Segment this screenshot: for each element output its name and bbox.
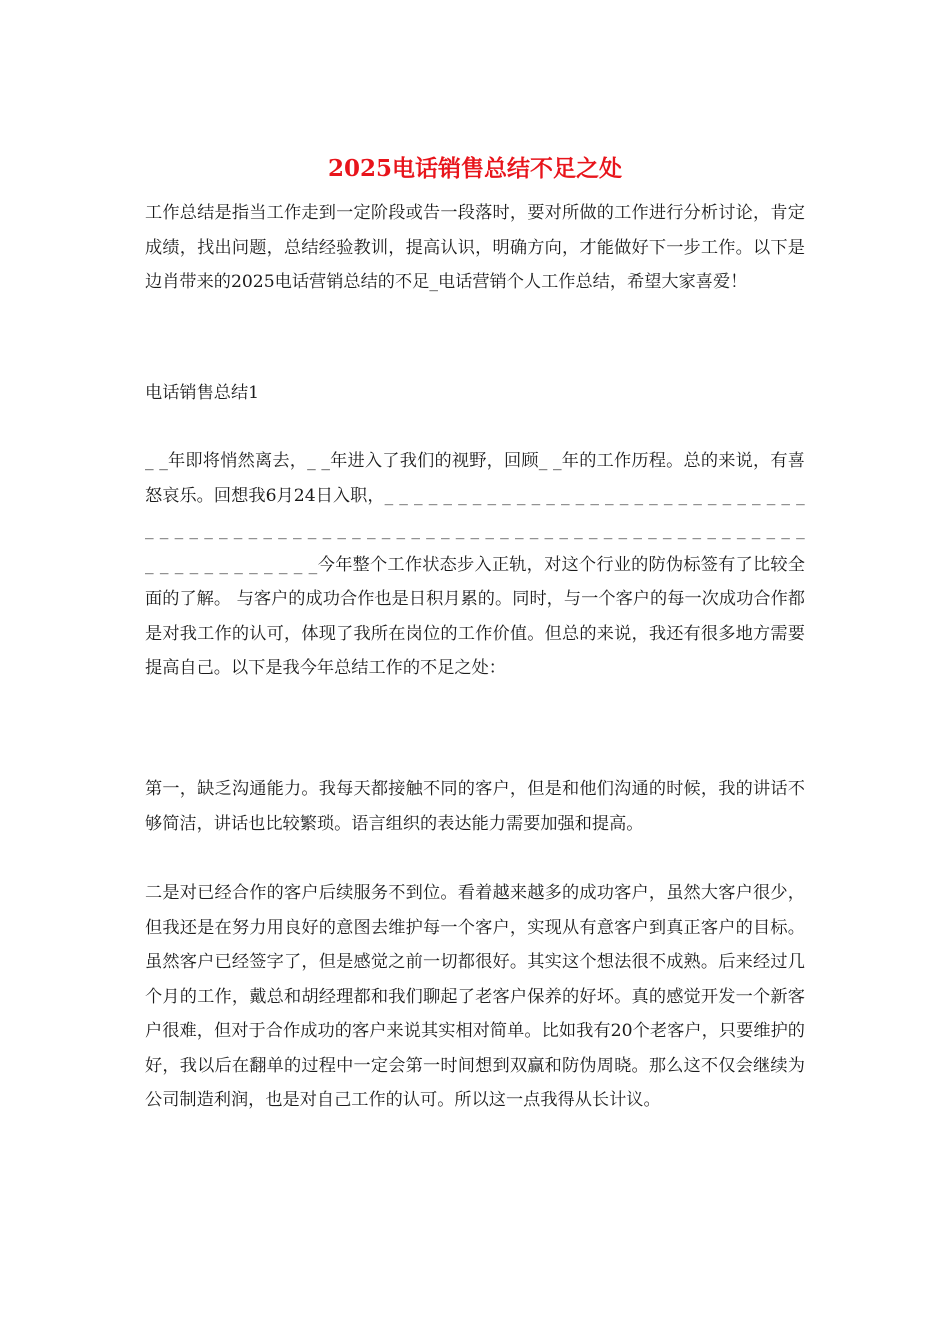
blank-underline-dashes: _ _ _ _ _ _ _ _ _ _ _ _ _ _ _ _ _ _ _ _ _ _ _ _ _ _ _ _ _ _ _ _ _ _ _ _ _ _ _ _ _ _ _ _ _ _ _ _ _ _ _ _ _ _ _ _ _ _ _ _ _ _ _ _ _ _ _ _ _ _ _ _ _ _ _ _ _ _ _ _ _ _ _ _ _ _ bbox=[145, 485, 805, 575]
section-heading: 电话销售总结1 bbox=[145, 383, 260, 403]
intro-paragraph: 工作总结是指当工作走到一定阶段或告一段落时，要对所做的工作进行分析讨论，肯定成绩，找出问题，总结经验教训，提高认识，明确方向，才能做好下一步工作。以下是边肖带来的2025电话营销总结的不足_电话营销个人工作总结，希望大家喜爱！ bbox=[145, 203, 805, 292]
paragraph-communication: 第一，缺乏沟通能力。我每天都接触不同的客户，但是和他们沟通的时候，我的讲话不够简洁，讲话也比较繁琐。语言组织的表达能力需要加强和提高。 bbox=[145, 779, 805, 834]
document-title: 2025电话销售总结不足之处 bbox=[327, 155, 622, 182]
paragraph-customer-service: 二是对已经合作的客户后续服务不到位。看着越来越多的成功客户，虽然大客户很少，但我还是在努力用良好的意图去维护每一个客户，实现从有意客户到真正客户的目标。虽然客户已经签字了，但是感觉之前一切都很好。其实这个想法很不成熟。后来经过几个月的工作，戴总和胡经理都和我们聊起了老客户保养的好坏。真的感觉开发一个新客户很难，但对于合作成功的客户来说其实相对简单。比如我有20个老客户，只要维护的好，我以后在翻单的过程中一定会第一时间想到双赢和防伪周晓。那么这不仅会继续为公司制造利润，也是对自己工作的认可。所以这一点我得从长计议。 bbox=[145, 883, 805, 1110]
paragraph-work-review-start: _ _年即将悄然离去，_ _年进入了我们的视野，回顾_ _年的工作历程。总的来说，有喜怒哀乐。回想我6月24日入职， bbox=[145, 451, 805, 506]
paragraph-work-review bbox=[145, 444, 805, 686]
paragraph-work-review-end: 今年整个工作状态步入正轨，对这个行业的防伪标签有了比较全面的了解。 与客户的成功合作也是日积月累的。同时，与一个客户的每一次成功合作都是对我工作的认可，体现了我所在岗位的工作价值。但总的来说，我还有很多地方需要提高自己。以下是我今年总结工作的不足之处： bbox=[145, 554, 805, 678]
